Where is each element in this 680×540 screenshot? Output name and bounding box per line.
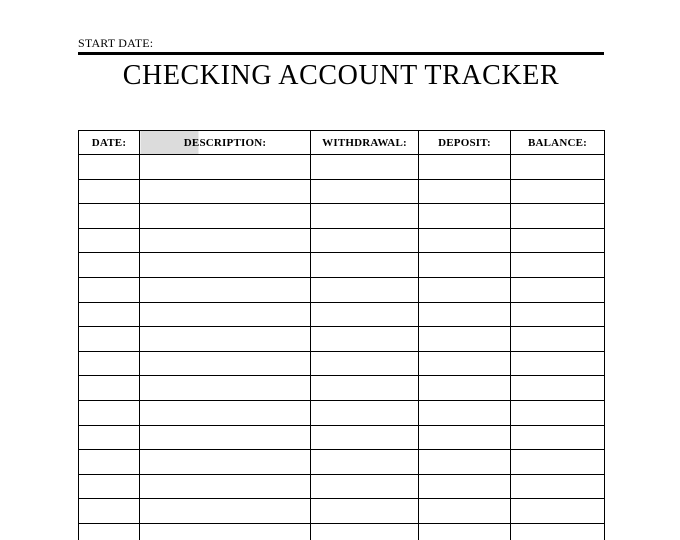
withdrawal-cell[interactable]	[311, 499, 419, 524]
table-row	[79, 302, 605, 327]
column-header-balance: BALANCE:	[511, 131, 605, 155]
description-cell[interactable]	[140, 376, 311, 401]
table-row	[79, 376, 605, 401]
deposit-cell[interactable]	[419, 179, 511, 204]
table-row	[79, 228, 605, 253]
date-cell[interactable]	[79, 179, 140, 204]
date-cell[interactable]	[79, 425, 140, 450]
withdrawal-cell[interactable]	[311, 228, 419, 253]
date-cell[interactable]	[79, 351, 140, 376]
deposit-cell[interactable]	[419, 253, 511, 278]
date-cell[interactable]	[79, 155, 140, 180]
balance-cell[interactable]	[511, 302, 605, 327]
date-cell[interactable]	[79, 302, 140, 327]
deposit-cell[interactable]	[419, 425, 511, 450]
description-cell[interactable]	[140, 400, 311, 425]
balance-cell[interactable]	[511, 376, 605, 401]
balance-cell[interactable]	[511, 277, 605, 302]
description-cell[interactable]	[140, 499, 311, 524]
description-cell[interactable]	[140, 277, 311, 302]
table-row	[79, 400, 605, 425]
deposit-cell[interactable]	[419, 351, 511, 376]
description-cell[interactable]	[140, 425, 311, 450]
balance-cell[interactable]	[511, 253, 605, 278]
deposit-cell[interactable]	[419, 499, 511, 524]
table-row	[79, 450, 605, 475]
withdrawal-cell[interactable]	[311, 400, 419, 425]
balance-cell[interactable]	[511, 228, 605, 253]
withdrawal-cell[interactable]	[311, 474, 419, 499]
balance-cell[interactable]	[511, 179, 605, 204]
balance-cell[interactable]	[511, 155, 605, 180]
table-row	[79, 277, 605, 302]
withdrawal-cell[interactable]	[311, 179, 419, 204]
table-body	[79, 155, 605, 540]
table-row	[79, 327, 605, 352]
withdrawal-cell[interactable]	[311, 327, 419, 352]
deposit-cell[interactable]	[419, 474, 511, 499]
balance-cell[interactable]	[511, 400, 605, 425]
description-cell[interactable]	[140, 327, 311, 352]
column-header-description: DESCRIPTION:	[140, 131, 311, 155]
date-cell[interactable]	[79, 474, 140, 499]
balance-cell[interactable]	[511, 204, 605, 229]
description-cell[interactable]	[140, 228, 311, 253]
balance-cell[interactable]	[511, 351, 605, 376]
column-header-date: DATE:	[79, 131, 140, 155]
description-cell[interactable]	[140, 474, 311, 499]
page-title: CHECKING ACCOUNT TRACKER	[122, 60, 560, 91]
withdrawal-cell[interactable]	[311, 523, 419, 540]
description-cell[interactable]	[140, 450, 311, 475]
description-cell[interactable]	[140, 302, 311, 327]
description-cell[interactable]	[140, 155, 311, 180]
deposit-cell[interactable]	[419, 155, 511, 180]
date-cell[interactable]	[79, 204, 140, 229]
balance-cell[interactable]	[511, 523, 605, 540]
balance-cell[interactable]	[511, 474, 605, 499]
deposit-cell[interactable]	[419, 523, 511, 540]
tracker-table	[78, 130, 605, 540]
table-row	[79, 523, 605, 540]
deposit-cell[interactable]	[419, 400, 511, 425]
balance-cell[interactable]	[511, 327, 605, 352]
table-row	[79, 425, 605, 450]
date-cell[interactable]	[79, 253, 140, 278]
deposit-cell[interactable]	[419, 228, 511, 253]
deposit-cell[interactable]	[419, 450, 511, 475]
description-cell[interactable]	[140, 253, 311, 278]
deposit-cell[interactable]	[419, 302, 511, 327]
date-cell[interactable]	[79, 523, 140, 540]
title-rule	[78, 52, 604, 55]
date-cell[interactable]	[79, 277, 140, 302]
withdrawal-cell[interactable]	[311, 302, 419, 327]
date-cell[interactable]	[79, 499, 140, 524]
deposit-cell[interactable]	[419, 204, 511, 229]
table-row	[79, 253, 605, 278]
description-cell[interactable]	[140, 523, 311, 540]
balance-cell[interactable]	[511, 499, 605, 524]
deposit-cell[interactable]	[419, 327, 511, 352]
column-header-deposit: DEPOSIT:	[419, 131, 511, 155]
description-cell[interactable]	[140, 179, 311, 204]
withdrawal-cell[interactable]	[311, 376, 419, 401]
table-row	[79, 155, 605, 180]
withdrawal-cell[interactable]	[311, 351, 419, 376]
balance-cell[interactable]	[511, 450, 605, 475]
balance-cell[interactable]	[511, 425, 605, 450]
date-cell[interactable]	[79, 327, 140, 352]
table-row	[79, 499, 605, 524]
table-row	[79, 474, 605, 499]
withdrawal-cell[interactable]	[311, 425, 419, 450]
start-date-label: START DATE:	[78, 36, 154, 50]
withdrawal-cell[interactable]	[311, 277, 419, 302]
header-row	[79, 131, 605, 155]
date-cell[interactable]	[79, 400, 140, 425]
date-cell[interactable]	[79, 376, 140, 401]
description-cell[interactable]	[140, 204, 311, 229]
withdrawal-cell[interactable]	[311, 450, 419, 475]
table-row	[79, 179, 605, 204]
date-cell[interactable]	[79, 450, 140, 475]
withdrawal-cell[interactable]	[311, 155, 419, 180]
deposit-cell[interactable]	[419, 277, 511, 302]
deposit-cell[interactable]	[419, 376, 511, 401]
column-header-withdrawal: WITHDRAWAL:	[311, 131, 419, 155]
withdrawal-cell[interactable]	[311, 253, 419, 278]
date-cell[interactable]	[79, 228, 140, 253]
description-cell[interactable]	[140, 351, 311, 376]
withdrawal-cell[interactable]	[311, 204, 419, 229]
table-row	[79, 204, 605, 229]
table-row	[79, 351, 605, 376]
